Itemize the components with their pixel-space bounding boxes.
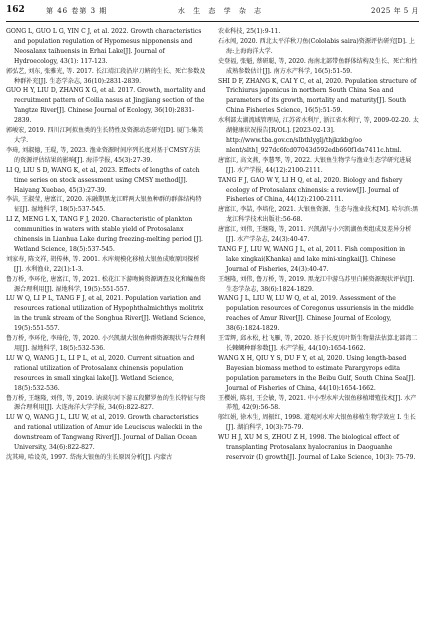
reference-entry: WU H J, XU M S, ZHOU Z H, 1998. The biological effect of transplanting Protosalanx hyalocranius in Daoguanhe reservoir (Ⅰ) growth[J]. Journal of Lake Science, 10(3): 75-79. — [218, 434, 416, 461]
reference-entry: 刘家寿, 陈文祥, 胡传林, 等. 2001. 水库规模化移植大银鱼成败原因探析[J]. 水利渔业, 22(1):1-3. — [6, 255, 200, 273]
reference-entry: LU W Q, WANG J L, LIU W, et al, 2019. Growth characteristics and rational utilization of Amur ide Leuciscus waleckii in the downstream of Tangwang River[J]. Journal of Dalian Ocean University, 34(6):822-827. — [6, 414, 203, 452]
reference-entry: 唐富江, 高文燕, 李慧琴, 等, 2022. 大银鱼生物学与渔业生态学研究进展[J]. 水产学报, 44(12):2100-2111. — [218, 156, 412, 174]
reference-entry: 王继隆, 刘伟, 鲁万桥, 等, 2019. 黑龙江中游乌苏里白鲑资源现状评估[J]. 生态学杂志, 38(6):1824-1829. — [218, 275, 415, 293]
page-number: 162 — [6, 5, 25, 15]
reference-entry: 石永闯, 2020. 西北太平洋秋刀鱼(Cololabis saira)资源评估研究[D]. 上海:上海海洋大学. — [218, 37, 415, 55]
reference-entry: 鲁万桥, 王继隆, 刘伟, 等, 2019. 讷谟尔河下游五段鬱罗鱼的生长特征与资源合理利用[J]. 大连海洋大学学报, 34(6):822-827. — [6, 394, 206, 412]
reference-column-right — [218, 27, 419, 619]
reference-entry: LI Q, LIU S D, WANG K, et al, 2023. Effects of lengths of catch time series on stock assessment using CMSY method[J]. Haiyang Xuebao, 45(3):27-39. — [6, 166, 200, 194]
reference-entry: WANG J L, LIU W, LU W Q, et al, 2019. Assessment of the population resources of Coregonus ussuriensis in the middle reaches of Amur River[J]. Chinese Journal of Ecology, 38(6):1824-1829. — [218, 295, 414, 333]
reference-column-left — [6, 27, 206, 619]
reference-entry: LI Z, MENG L X, TANG F J, 2020. Characteristic of plankton communities in waters with stable yield of Protosalanx chinensis in Lianhua Lake during freezing-melting period [J]. Wetland Science, 18(5):537-545. — [6, 216, 203, 253]
reference-entry: GUO H Y, LIU D, ZHANG X G, et al. 2017. Growth, mortality and recruitment pattern of Coilia nasus at Jingjiang section of the Yangtze River[J]. Chinese Journal of Ecology, 36(10):2831-2839. — [6, 87, 206, 125]
reference-entry: 农业科技, 25(1):9-11. — [218, 28, 281, 35]
reference-entry: TANG F J, GAO W Y, LI H Q, et al, 2020. Biology and fishery ecology of Protosalanx chinensis: a review[J]. Journal of Fisheries of China, 44(12):2100-2111. — [218, 176, 403, 204]
volume-info: 第 46 卷第 3 期 — [46, 7, 108, 15]
reference-entry: 水利部太湖流域管理局, 江苏省水利厅, 浙江省水利厅, 等, 2009-02-20. 太湖健康状况报告[R/OL]. [2023-02-13]. http://www.tba.gov.cn/slbthlyglj/thjkzkbg/oo nlent/slth]_927dc6fcd07043d592edb660f1da7411c.html. — [218, 117, 419, 154]
running-header — [6, 5, 419, 19]
journal-name: 水 生 态 学 杂 志 — [177, 7, 265, 15]
issue-date: 2025 年 5 月 — [371, 7, 419, 15]
reference-entry: 郭弘艺, 刘东, 张雅光, 等. 2017. 长江靖江段沿岸刀鲚的生长、死亡参数及种群补充[J]. 生态学杂志, 36(10):2831-2839. — [6, 67, 206, 85]
reference-entry: TANG F J, LIU W, WANG J L, et al, 2011. Fish composition in lake xingkai(Khanka) and lake mini-xingkai[J]. Chinese Journal of Fisheries, 24(3):40-47. — [218, 245, 406, 273]
reference-entry: 郭峻宏, 2019. 四川江阿拟鱼类的生长特性及资源动态研究[D]. 厦门:集美大学. — [6, 127, 204, 144]
reference-entry: 唐富江, 刘伟, 王继隆, 等, 2011. 兴凯湖与小兴凯湖鱼类组成及差异分析[J]. 水产学杂志, 24(3):40-47. — [218, 226, 412, 244]
reference-entry: LU W Q, WANG J L, LI P L, et al, 2020. Current situation and rational utilization of Protosalanx chinensis population resources in small xingkai lake[J]. Wetland Science, 18(5):532-536. — [6, 354, 195, 392]
reference-entry: 鲁万桥, 李环伦, 唐富江, 等, 2021. 松花江下游吻鮈资源调查及化和鳊鱼资源合理利用[J]. 湿地科学, 19(5):551-557. — [6, 275, 206, 293]
reference-entry: 唐富江, 李喆, 李培伦, 2021. 大银鱼资源、生态与渔业技术[M]. 哈尔滨:黑龙江科学技术出版社:56-68. — [218, 206, 419, 224]
reference-entry: 李洁, 王淑莹, 唐富江, 2020. 冻融期黑龙江畔两大银鱼种群的群落结构特征[J]. 湿地科学, 18(5):537-545. — [6, 196, 202, 214]
reference-entry: GONG L, GUO L G, YIN C J, et al. 2022. Growth characteristics and population regulation of Hypomesus nipponensis and Neosalanx taihuensis in Erhai Lake[J]. Journal of Hydroecology, 43(1): 117-123. — [6, 28, 202, 65]
reference-entry: SHI D F, ZHANG K, CAI Y C, et al, 2020. Population structure of Trichiurus japonicus in northern South China Sea and parameters of its growth, mortality and maturity[J]. South China Fisheries Science, 16(5):51-59. — [218, 77, 417, 115]
reference-entry: WANG X H, QIU Y S, DU F Y, et al, 2020. Using length-based Bayesian biomass method to estimate Parargyrops edita population parameters in the Beibu Gulf, South China Sea[J]. Journal of Fisheries of China, 44(10):1654-1662. — [218, 354, 416, 392]
header-rule — [6, 21, 419, 22]
reference-entry: 史登福, 张魁, 蔡研聪, 等, 2020. 海南北部带鱼群体结构及生长、死亡和性成熟参数估计[J]. 南方水产科学, 16(5):51-59. — [218, 57, 418, 75]
reference-entry: 沈其璋, 哈设英, 1997. 岱海大银鱼的生长原因分析[J]. 内蒙古 — [6, 453, 173, 461]
reference-entry: 邬红娟, 徐木生, 周振红, 1998. 道观河水库大银鱼移植生物学效应 I. 生长[J]. 湖泊科学, 10(3):75-79. — [218, 414, 416, 432]
reference-entry: 王雪辉, 邱永松, 杜飞雁, 等, 2020. 基于长度贝叶斯生物量法估算北部湾二长棘鲷种群参数[J]. 水产学报, 44(10):1654-1662. — [218, 335, 418, 352]
reference-entry: 李琦, 刘淑德, 王琨, 等, 2023. 渔业资源时间序列长度对基于CMSY方法的资源评估结果的影响[J]. 海洋学报, 45(3):27-39. — [6, 146, 201, 164]
reference-entry: LU W Q, LI P L, TANG F J, et al, 2021. Population variation and resources rational utilization of Hypophthalmichthys molitrix in the trunk stream of the Songhua River[J]. Wetland Science, 19(5):551-557. — [6, 295, 206, 333]
reference-entry: 鲁万桥, 李环伦, 李琦伦, 等, 2020. 小兴凯湖大银鱼种群资源现状与合理利用[J]. 湿地科学, 18(5):532-536. — [6, 335, 206, 352]
reference-entry: 王樱娟, 陈羽, 王会敏, 等, 2021. 中小型水库大银鱼移植增殖技术[J]. 水产养殖, 42(9):56-58. — [218, 394, 417, 412]
